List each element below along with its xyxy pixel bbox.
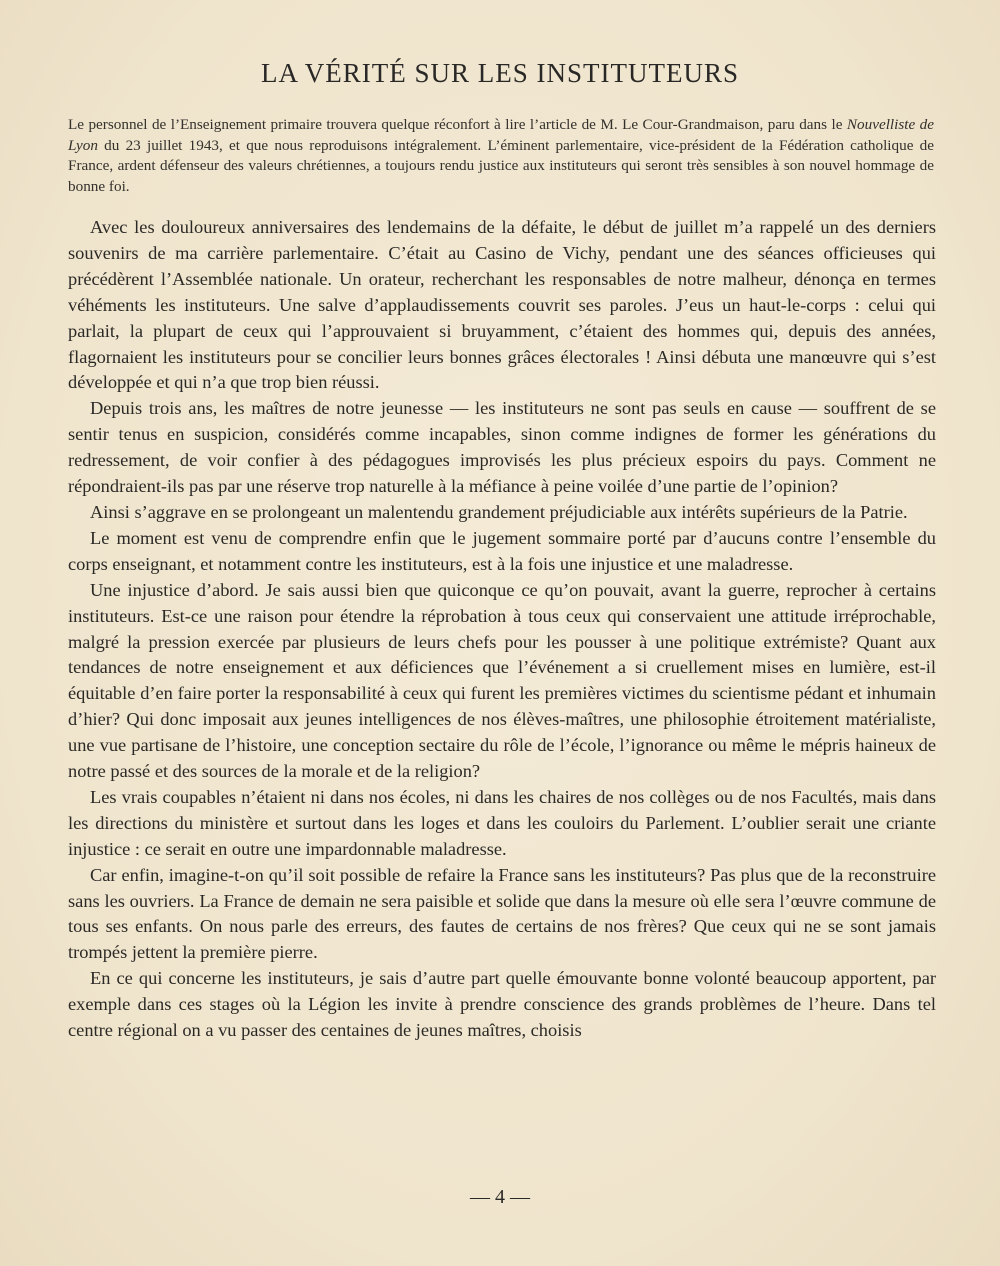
article-body [68,215,936,1044]
article-paragraph-4: Le moment est venu de comprendre enfin que le jugement sommaire porté par d’aucuns contre l’ensemble du corps enseignant, et notamment contre les instituteurs, est à la fois une injustice et une maladresse. [68,527,936,574]
intro-text-2: du 23 juillet 1943, et que nous reproduisons intégralement. L’éminent parlementaire, vice-président de la Fédération catholique de France, ardent défenseur des valeurs chrétiennes, a toujours rendu justice aux instituteurs qui seront très sensibles à son nouvel hommage de bonne foi. [68,136,934,195]
page-title: LA VÉRITÉ SUR LES INSTITUTEURS [260,58,739,88]
journal-name: Nouvelliste de Lyon [68,116,934,154]
article-paragraph-1: Avec les douloureux anniversaires des lendemains de la défaite, le début de juillet m’a rappelé un des derniers souvenirs de ma carrière parlementaire. C’était au Casino de Vichy, pendant une des séances officieuses qui précédèrent l’Assemblée nationale. Un orateur, recherchant les responsables de notre malheur, dénonça en termes véhéments les instituteurs. Une salve d’applaudissements couvrit ses paroles. J’eus un haut-le-corps : celui qui parlait, la plupart de ceux qui l’approuvaient si bruyamment, c’étaient des hommes qui, depuis des années, flagornaient les instituteurs pour se concilier leurs bonnes grâces électorales ! Ainsi débuta une manœuvre qui s’est développée et qui n’a que trop bien réussi. [68,217,936,393]
article-paragraph-5: Une injustice d’abord. Je sais aussi bien que quiconque ce qu’on pouvait, avant la guerre, reprocher à certains instituteurs. Est-ce une raison pour étendre la réprobation à tous ceux qui conservaient une attitude irréprochable, malgré la pression exercée par plusieurs de leurs chefs pour les pousser à une politique extrémiste? Quant aux tendances de notre enseignement et aux déficiences que l’événement a si cruellement mises en lumière, est-il équitable d’en faire porter la responsabilité à ceux qui furent les premières victimes du scientisme pédant et inhumain d’hier? Qui donc imposait aux jeunes intelligences de nos élèves-maîtres, une philosophie étroitement matérialiste, une vue partisane de l’histoire, une conception sectaire du rôle de l’école, l’ignorance ou même le mépris haineux de notre passé et des sources de la morale et de la religion? [68,579,936,782]
intro-paragraph [68,115,934,197]
page-number: — 4 — [470,1186,530,1208]
intro-note [68,115,934,197]
article-paragraph-6: Les vrais coupables n’étaient ni dans nos écoles, ni dans les chaires de nos collèges ou de nos Facultés, mais dans les directions du ministère et surtout dans les loges et dans les couloirs du Parlement. L’oublier serait une criante injustice : ce serait en outre une impardonnable maladresse. [68,786,936,859]
article-paragraph-7: Car enfin, imagine-t-on qu’il soit possible de refaire la France sans les instituteurs? Pas plus que de la reconstruire sans les ouvriers. La France de demain ne sera paisible et solide que dans la mesure où elle sera l’œuvre commune de tous ses enfants. On nous parle des erreurs, des fautes de certains de nos frères? Que ceux qui ne se sont jamais trompés jettent la première pierre. [68,864,936,963]
article-paragraph-2: Depuis trois ans, les maîtres de notre jeunesse — les instituteurs ne sont pas seuls en cause — souffrent de se sentir tenus en suspicion, considérés comme incapables, sinon comme indignes de former les générations du redressement, de voir confier à des pédagogues improvisés les plus précieux espoirs du pays. Comment ne répondraient-ils pas par une réserve trop naturelle à la méfiance à peine voilée d’une partie de l’opinion? [68,398,936,497]
article-paragraph-3: Ainsi s’aggrave en se prolongeant un malentendu grandement préjudiciable aux intérêts supérieurs de la Patrie. [90,501,908,522]
intro-text-1: Le personnel de l’Enseignement primaire trouvera quelque réconfort à lire l’article de M. Le Cour-Grandmaison, paru dans le [68,116,847,133]
article-paragraph-8: En ce qui concerne les instituteurs, je sais d’autre part quelle émouvante bonne volonté beaucoup apportent, par exemple dans ces stages où la Légion les invite à prendre conscience des grands problèmes de l’heure. Dans tel centre régional on a vu passer des centaines de jeunes maîtres, choisis [68,968,936,1041]
